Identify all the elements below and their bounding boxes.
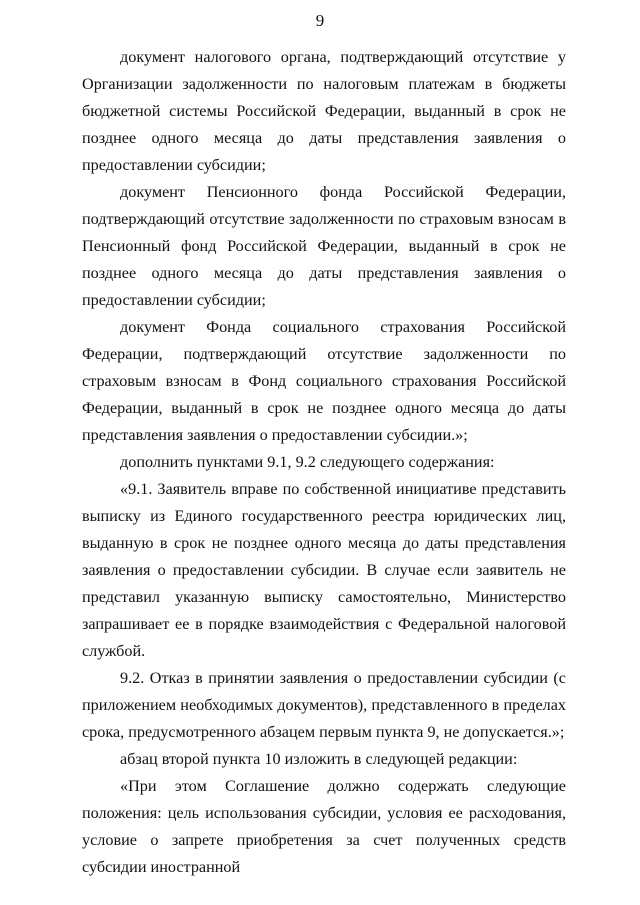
paragraph-clause-9-2: 9.2. Отказ в принятии заявления о предоставлении субсидии (с приложением необходимых документов), представленного в пределах срока, предусмотренного абзацем первым пункта 9, не допускается.»;: [82, 669, 566, 741]
paragraph-amendment-intro: дополнить пунктами 9.1, 9.2 следующего содержания:: [120, 453, 495, 471]
paragraph-tax-document: документ налогового органа, подтверждающий отсутствие у Организации задолженности по налоговым платежам в бюджеты бюджетной системы Российской Федерации, выданный в срок не позднее одного месяца до даты представления заявления о предоставлении субсидии;: [82, 48, 566, 174]
page-number: 9: [315, 11, 325, 30]
paragraph-pension-fund-document: документ Пенсионного фонда Российской Федерации, подтверждающий отсутствие задолженности по страховым взносам в Пенсионный фонд Российской Федерации, выданный в срок не позднее одного месяца до даты представления заявления о предоставлении субсидии;: [82, 183, 566, 309]
document-body: [82, 44, 566, 881]
paragraph-clause-10-intro: абзац второй пункта 10 изложить в следующей редакции:: [120, 750, 518, 768]
paragraph-social-insurance-document: документ Фонда социального страхования Российской Федерации, подтверждающий отсутствие задолженности по страховым взносам в Фонд социального страхования Российской Федерации, выданный в срок не позднее одного месяца до даты представления заявления о предоставлении субсидии.»;: [82, 318, 566, 444]
paragraph-agreement-provisions: «При этом Соглашение должно содержать следующие положения: цель использования субсидии, условия ее расходования, условие о запрете приобретения за счет полученных средств субсидии иностранной: [82, 777, 566, 876]
paragraph-clause-9-1: «9.1. Заявитель вправе по собственной инициативе представить выписку из Единого государственного реестра юридических лиц, выданную в срок не позднее одного месяца до даты представления заявления о предоставлении субсидии. В случае если заявитель не представил указанную выписку самостоятельно, Министерство запрашивает ее в порядке взаимодействия с Федеральной налоговой службой.: [82, 480, 566, 660]
